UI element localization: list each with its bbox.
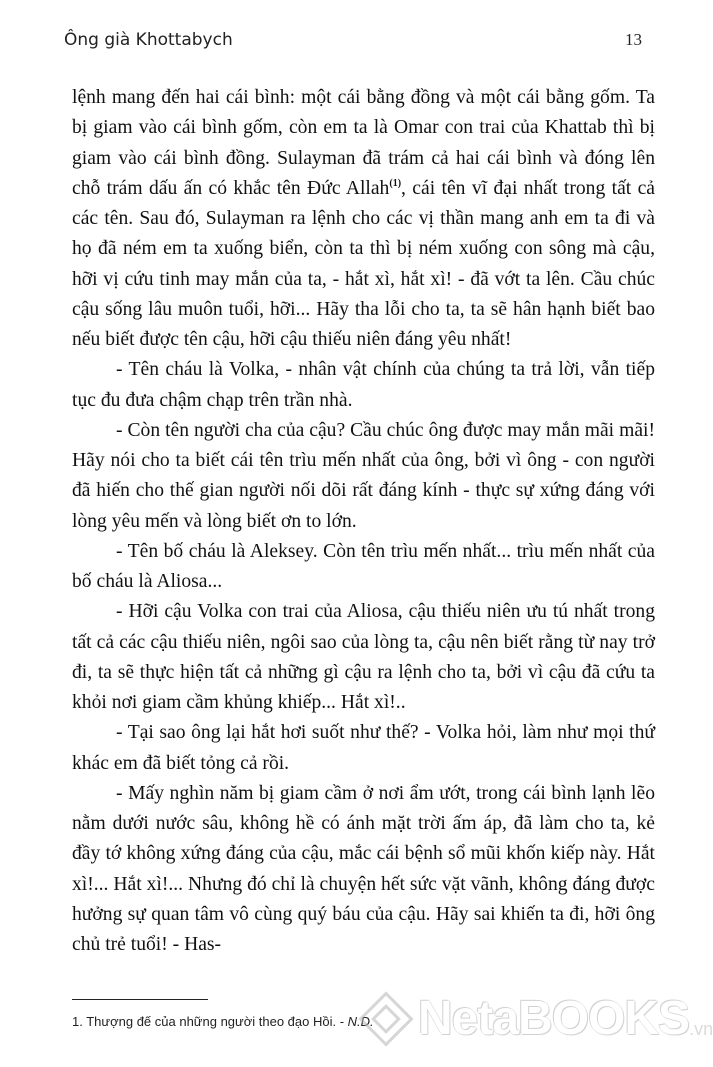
watermark [360, 991, 713, 1046]
paragraph-6: - Tại sao ông lại hắt hơi suốt như thế? - Volka hỏi, làm như mọi thứ khác em đã biết tỏng cả rồi. [72, 722, 655, 774]
watermark-tld: .vn [689, 1019, 713, 1039]
paragraph-1-tail: , cái tên vĩ đại nhất trong tất cả các tên. Sau đó, Sulayman ra lệnh cho các vị thần mang anh em ta đi và họ đã ném em ta xuống biển, còn ta thì bị ném xuống con sông mà cậu, hỡi vị cứu tinh may mắn của ta, - hắt xì, hắt xì! - đã vớt ta lên. Cầu chúc cậu sống lâu muôn tuổi, hỡi... Hãy tha lỗi cho ta, ta sẽ hân hạnh biết bao nếu biết được tên cậu, hỡi cậu thiếu niên đáng yêu nhất! [72, 177, 655, 350]
running-title: Ông già Khottabych [64, 30, 233, 50]
paragraph-3: - Còn tên người cha của cậu? Cầu chúc ông được may mắn mãi mãi! Hãy nói cho ta biết cái tên trìu mến nhất của ông, bởi vì ông - con người đã hiến cho thế gian người nối dõi rất đáng kính - thực sự xứng đáng với lòng yêu mến và lòng biết ơn to lớn. [72, 419, 655, 532]
paragraph-7: - Mấy nghìn năm bị giam cầm ở nơi ẩm ướt, trong cái bình lạnh lẽo nằm dưới nước sâu, không hề có ánh mặt trời ấm áp, đã làm cho ta, kẻ đầy tớ không xứng đáng của cậu, mắc cái bệnh sổ mũi khốn kiếp này. Hắt xì!... Hắt xì!... Nhưng đó chỉ là chuyện hết sức vặt vãnh, không đáng được hưởng sự quan tâm vô cùng quý báu của cậu. Hãy sai khiến ta đi, hỡi ông chủ trẻ tuổi! - Has- [72, 782, 655, 955]
page-number: 13 [625, 30, 642, 49]
paragraph-5: - Hỡi cậu Volka con trai của Aliosa, cậu thiếu niên ưu tú nhất trong tất cả các cậu thiếu niên, ngôi sao của lòng ta, cậu nên biết rằng từ nay trở đi, ta sẽ thực hiện tất cả những gì cậu ra lệnh cho ta, bởi vì cậu đã cứu ta khỏi nơi giam cầm khủng khiếp... Hắt xì!.. [72, 601, 655, 713]
paragraph-2: - Tên cháu là Volka, - nhân vật chính của chúng ta trả lời, vẫn tiếp tục đu đưa chậm chạp trên trần nhà. [72, 359, 655, 411]
neta-diamond-logo-icon [360, 993, 412, 1045]
footnote-reference[interactable]: (1) [389, 177, 402, 189]
footnote-attribution: N.D. [347, 1014, 374, 1029]
paragraph-4: - Tên bố cháu là Aleksey. Còn tên trìu mến nhất... trìu mến nhất của bố cháu là Aliosa... [72, 540, 655, 592]
footnote-text: 1. Thượng đế của những người theo đạo Hồi. - [72, 1014, 348, 1029]
paragraph-1-text: lệnh mang đến hai cái bình: một cái bằng đồng và một cái bằng gốm. Ta bị giam vào cái bình gốm, còn em ta là Omar con trai của Khattab thì bị giam vào cái bình đồng. Sulayman đã trám cả hai cái bình và đóng lên chỗ trám dấu ấn có khắc tên Đức Allah [72, 87, 655, 199]
watermark-brand: NetaBOOKS [418, 992, 690, 1045]
running-header [64, 30, 642, 50]
paragraph-1 [72, 83, 655, 355]
body-text [72, 83, 655, 960]
footnote-divider [72, 999, 208, 1000]
